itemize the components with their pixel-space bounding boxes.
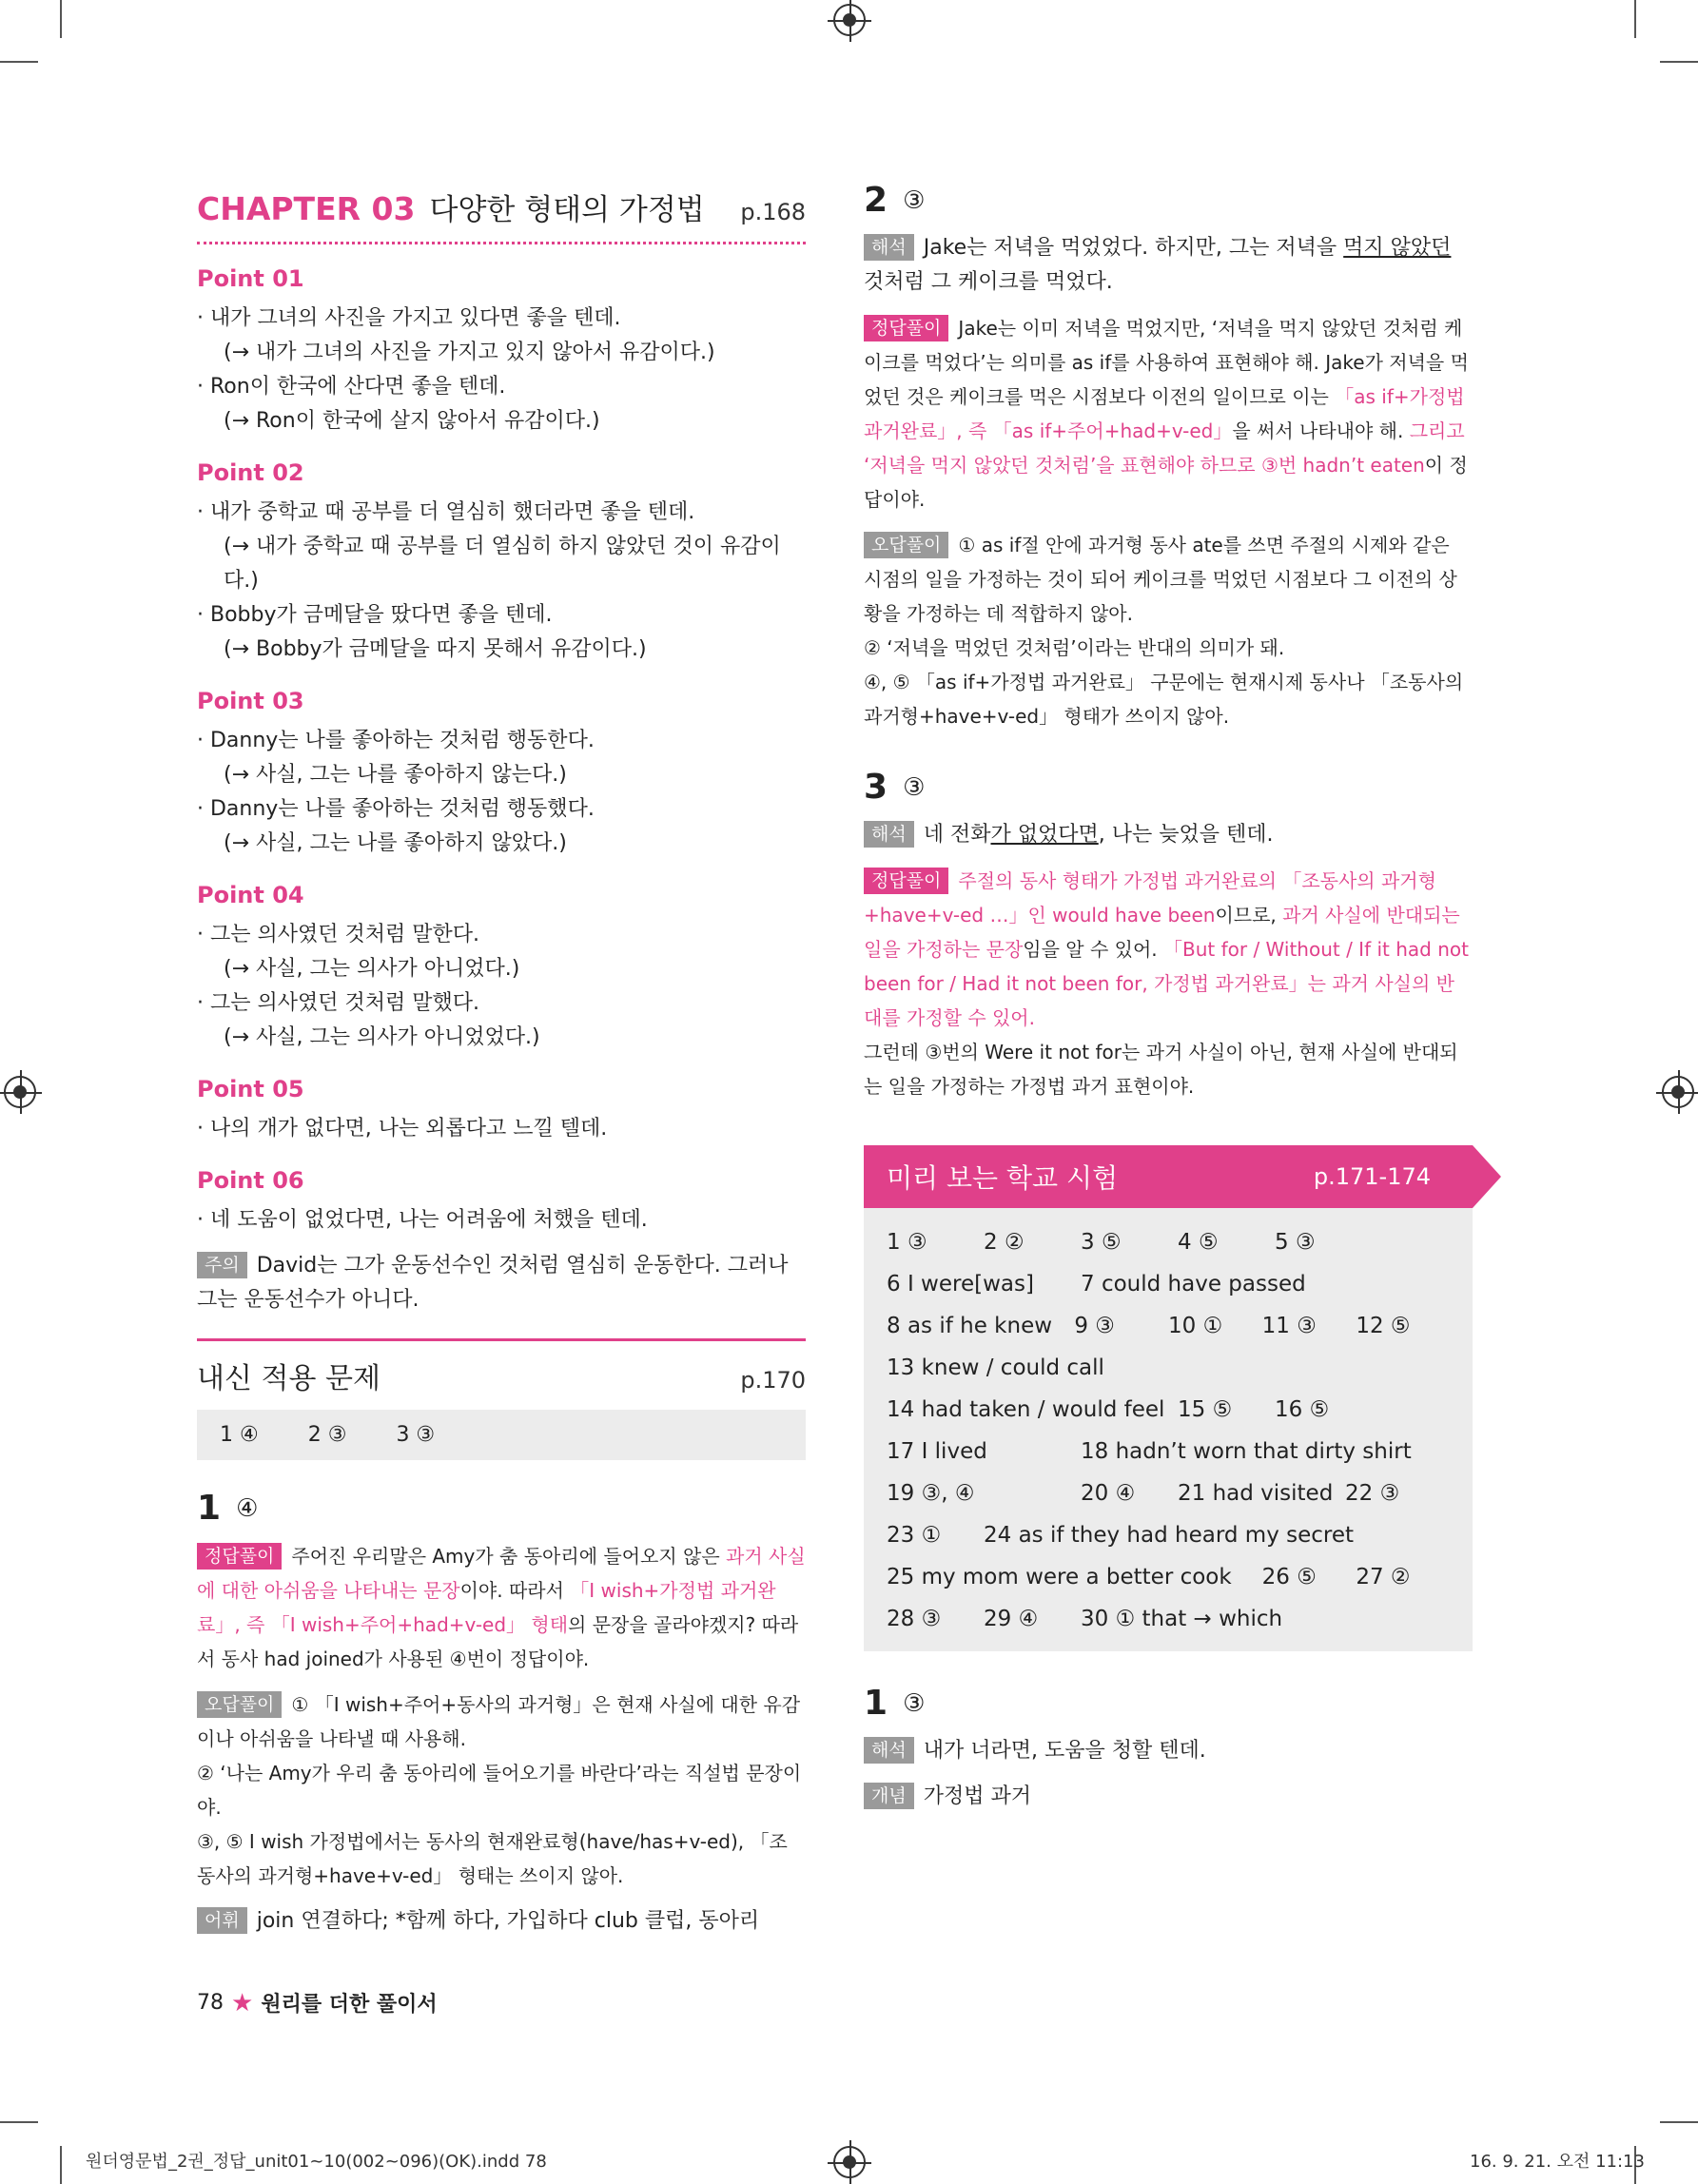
answer-cell: 2 ② [984,1230,1025,1255]
text: 그런데 ③번의 Were it not for는 과거 사실이 아닌, 현재 사실에 반대되는 일을 가정하는 가정법 과거 표현이야. [864,1041,1458,1098]
jeongdap-tag: 정답풀이 [197,1543,282,1570]
point-line: · 그는 의사였던 것처럼 말했다. [197,991,479,1015]
answer-cell: 22 ③ [1345,1481,1400,1506]
haeseok-tag: 해석 [864,821,914,848]
answer-cell: 6 I were[was] [887,1272,1034,1297]
answer-cell: 7 could have passed [1081,1272,1306,1297]
crop-mark [60,0,62,38]
naesin-answer: 3 ③ [396,1423,436,1447]
answer-cell: 13 knew / could call [887,1355,1104,1380]
answer-cell: 19 ③, ④ [887,1481,975,1506]
answer-cell: 11 ③ [1261,1314,1317,1338]
answer-cell: 29 ④ [984,1607,1039,1631]
answer-cell: 3 ⑤ [1081,1230,1122,1255]
text: Jake는 이미 저녁을 먹었지만, ‘저녁을 먹지 않았던 것처럼 케이크를 먹었다’는 의미를 as if를 사용하여 표현해야 해. Jake가 저녁을 먹었던 것은 케이크를 먹은 시점보다 이전의 일이므로 이는 [864,317,1469,408]
question-1-heading [197,1489,806,1528]
naesin-header [197,1338,806,1396]
answer-cell: 30 ① that → which [1081,1607,1283,1631]
answer-cell: 20 ④ [1081,1481,1136,1506]
text: ② ‘나는 Amy가 우리 춤 동아리에 들어오기를 바란다’라는 직설법 문장이야. [197,1762,802,1819]
answer-cell: 4 ⑤ [1178,1230,1219,1255]
q2-explanation [864,311,1473,517]
answer-row [887,1263,1450,1305]
text: 것처럼 그 케이크를 먹었다. [864,270,1113,294]
answer-row [887,1598,1450,1640]
text: 이야. 따라서 [459,1579,571,1602]
text: Jake는 저녁을 먹었었다. 하지만, 그는 저녁을 [923,236,1344,260]
point-line-note: (→ 사실, 그는 의사가 아니었었다.) [224,1025,540,1049]
point-line: · 나의 개가 없다면, 나는 외롭다고 느낄 텔데. [197,1117,608,1141]
answer-cell: 21 had visited [1178,1481,1334,1506]
answer-row [887,1389,1450,1431]
text: 임을 알 수 있어. [1023,938,1163,961]
jeongdap-tag: 정답풀이 [864,315,948,341]
question-answer-mark: ③ [903,1688,926,1718]
naesin-page-ref: p.170 [740,1367,806,1394]
text: 네 전화 [923,823,991,847]
question-3-heading [864,768,1473,807]
answer-cell: 9 ③ [1074,1314,1115,1338]
naesin-title: 내신 적용 문제 [197,1362,381,1395]
answer-row [887,1514,1450,1556]
point-line: · 네 도움이 없었다면, 나는 어려움에 처했을 텐데. [197,1208,648,1232]
point-line: · Ron이 한국에 산다면 좋을 텐데. [197,375,506,399]
answer-row [887,1221,1450,1263]
q4-concept [864,1780,1473,1814]
vocab-text: join 연결하다; *함께 하다, 가입하다 club 클럽, 동아리 [256,1909,760,1933]
highlight-text: 「But for / Without / If it had not been for / Had it not been for, 가정법 과거완료」는 과거 사실의 반대를 가정할 수 있어. [864,938,1469,1029]
question-answer-mark: ③ [903,772,926,802]
page-number: 78 [197,1991,224,2015]
answer-cell: 17 I lived [887,1439,987,1464]
answer-cell: 10 ① [1168,1314,1223,1338]
page-footer [197,1988,438,2018]
vocab-tag: 어휘 [197,1907,247,1934]
highlight-text: 「I wish+가정법 과거완료」, 즉 「I wish+주어+had+v-ed」 형태 [197,1579,776,1636]
point-line-note: (→ 내가 중학교 때 공부를 더 열심히 하지 않았던 것이 유감이다.) [224,535,781,593]
answer-cell: 14 had taken / would feel [887,1397,1165,1422]
answer-cell: 25 my mom were a better cook [887,1565,1232,1589]
q3-translation [864,818,1473,852]
school-test-page-ref: p.171-174 [1313,1163,1431,1190]
answer-cell: 24 as if they had heard my secret [984,1523,1355,1548]
text: 을 써서 나타내야 해. [1232,419,1410,442]
haeseok-tag: 해석 [864,234,914,261]
text: ② ‘저녁을 먹었던 것처럼’이라는 반대의 의미가 돼. [864,636,1285,659]
point-title: Point 02 [197,459,304,486]
answer-cell: 8 as if he knew [887,1314,1053,1338]
question-number: 2 [864,181,888,220]
highlight-text: 「as if+가정법 과거완료」, 즉 「as if+주어+had+v-ed」 [864,385,1465,442]
school-test-answers [864,1208,1473,1651]
point-line-note: (→ Bobby가 금메달을 따지 못해서 유감이다.) [224,637,647,661]
odap-tag: 오답풀이 [864,532,948,558]
answer-row [887,1347,1450,1389]
slug-file: 원더영문법_2권_정답_unit01~10(002~096)(OK).indd 78 [86,2152,547,2172]
question-4-heading [864,1684,1473,1723]
points-list [197,265,806,1238]
text: 내가 너라면, 도움을 청할 텐데. [923,1739,1206,1763]
school-test-title: 미리 보는 학교 시험 [887,1162,1119,1194]
answer-cell: 18 hadn’t worn that dirty shirt [1081,1439,1412,1464]
question-number: 3 [864,768,888,807]
school-test-banner [864,1145,1473,1208]
point-section [197,459,806,667]
point-section [197,1167,806,1238]
chapter-title: 다양한 형태의 가정법 [429,193,705,227]
registration-mark-icon [833,4,866,36]
q1-explanation [197,1539,806,1676]
q2-translation [864,231,1473,300]
crop-mark [0,2121,38,2123]
question-answer-mark: ④ [236,1493,259,1523]
left-column [197,185,806,1939]
naesin-answer: 2 ③ [307,1423,347,1447]
crop-mark [1634,0,1636,38]
point-line: · 그는 의사였던 것처럼 말한다. [197,923,479,946]
jeongdap-tag: 정답풀이 [864,868,948,894]
answer-cell: 12 ⑤ [1356,1314,1411,1338]
naesin-answer: 1 ④ [220,1423,259,1447]
point-line-note: (→ 사실, 그는 나를 좋아하지 않았다.) [224,831,567,855]
text: , 나는 늦었을 텐데. [1098,823,1274,847]
point-title: Point 05 [197,1076,304,1102]
answer-cell: 15 ⑤ [1178,1397,1233,1422]
text: 이므로, [1215,904,1283,926]
text: 이 정답이야. [864,454,1468,511]
point-line: · 내가 그녀의 사진을 가지고 있다면 좋을 텐데. [197,306,621,330]
chapter-page-ref: p.168 [740,199,806,225]
q3-explanation [864,864,1473,1103]
answer-cell: 26 ⑤ [1261,1565,1317,1589]
answer-row [887,1556,1450,1598]
highlight-text: 과거 사실에 대한 아쉬움을 나타내는 문장 [197,1545,806,1602]
chapter-label: CHAPTER 03 [197,190,416,227]
point-section [197,688,806,861]
question-answer-mark: ③ [903,185,926,215]
point-line-note: (→ 사실, 그는 의사가 아니었다.) [224,957,520,981]
point-section [197,882,806,1055]
chapter-header [197,185,806,244]
q4-translation [864,1734,1473,1768]
point-line: · 내가 중학교 때 공부를 더 열심히 했더라면 좋을 텐데. [197,500,695,524]
question-number: 1 [197,1489,222,1528]
underlined-text: 먹지 않았던 [1343,236,1452,260]
point-section [197,265,806,439]
point-section [197,1076,806,1146]
odap-tag: 오답풀이 [197,1691,282,1718]
note-text: David는 그가 운동선수인 것처럼 열심히 운동한다. 그러나 그는 운동선수가 아니다. [197,1254,789,1312]
answer-cell: 5 ③ [1275,1230,1316,1255]
answer-cell: 1 ③ [887,1230,927,1255]
text: ① 「I wish+주어+동사의 과거형」은 현재 사실에 대한 유감이나 아쉬움을 나타낼 때 사용해. [197,1693,801,1750]
answer-row [887,1305,1450,1347]
point-line-note: (→ 사실, 그는 나를 좋아하지 않는다.) [224,763,567,787]
crop-mark [1660,2121,1698,2123]
registration-mark-icon [4,1076,36,1108]
crop-mark [0,61,38,63]
point-line: · Danny는 나를 좋아하는 것처럼 행동했다. [197,797,595,821]
text: 가정법 과거 [923,1784,1031,1808]
underlined-text: 가 없었다면 [990,823,1099,847]
point-line-note: (→ 내가 그녀의 사진을 가지고 있지 않아서 유감이다.) [224,341,715,364]
q2-wrong-answers [864,528,1473,733]
point-title: Point 03 [197,688,304,714]
q1-vocab [197,1904,806,1939]
crop-mark [60,2146,62,2184]
answer-cell: 28 ③ [887,1607,942,1631]
text: ③, ⑤ I wish 가정법에서는 동사의 현재완료형(have/has+v-ed), 「조동사의 과거형+have+v-ed」 형태는 쓰이지 않아. [197,1830,788,1887]
question-2-heading [864,181,1473,220]
answer-cell: 27 ② [1356,1565,1411,1589]
point-line: · Bobby가 금메달을 땄다면 좋을 텐데. [197,603,553,627]
registration-mark-icon [833,2146,866,2178]
highlight-text: 그리고 ‘저녁을 먹지 않았던 것처럼’을 표현해야 하므로 ③번 hadn’t eaten [864,419,1465,477]
text: 의 문장을 골라야겠지? 따라서 동사 had joined가 사용된 ④번이 정답이야. [197,1613,799,1670]
point-line: · Danny는 나를 좋아하는 것처럼 행동한다. [197,729,595,752]
point-title: Point 01 [197,265,304,292]
slug-date: 16. 9. 21. 오전 11:13 [1470,2152,1645,2172]
haeseok-tag: 해석 [864,1737,914,1764]
answer-cell: 23 ① [887,1523,942,1548]
note-block [197,1249,806,1317]
answer-row [887,1431,1450,1472]
note-tag: 주의 [197,1252,247,1278]
star-icon: ★ [231,1988,254,2018]
highlight-text: 주절의 동사 형태가 가정법 과거완료의 「조동사의 과거형+have+v-ed …」인 would have been [864,869,1436,926]
right-column [864,181,1473,1814]
question-number: 1 [864,1684,888,1723]
registration-mark-icon [1662,1076,1694,1108]
answer-row [887,1472,1450,1514]
crop-mark [1660,61,1698,63]
naesin-answer-box [197,1410,806,1460]
text: 주어진 우리말은 Amy가 춤 동아리에 들어오지 않은 [291,1545,727,1568]
point-title: Point 06 [197,1167,304,1194]
highlight-text: 과거 사실에 반대되는 일을 가정하는 문장 [864,904,1460,961]
book-title: 원리를 더한 풀이서 [261,1993,438,2017]
point-title: Point 04 [197,882,304,908]
text: ① as if절 안에 과거형 동사 ate를 쓰면 주절의 시제와 같은 시점의 일을 가정하는 것이 되어 케이크를 먹었던 시점보다 그 이전의 상황을 가정하는 데 적합하지 않아. [864,534,1457,625]
answer-cell: 16 ⑤ [1275,1397,1330,1422]
gaenyeom-tag: 개념 [864,1783,914,1809]
q1-wrong-answers [197,1687,806,1893]
text: ④, ⑤ 「as if+가정법 과거완료」 구문에는 현재시제 동사나 「조동사의 과거형+have+v-ed」 형태가 쓰이지 않아. [864,671,1464,728]
point-line-note: (→ Ron이 한국에 살지 않아서 유감이다.) [224,409,600,433]
